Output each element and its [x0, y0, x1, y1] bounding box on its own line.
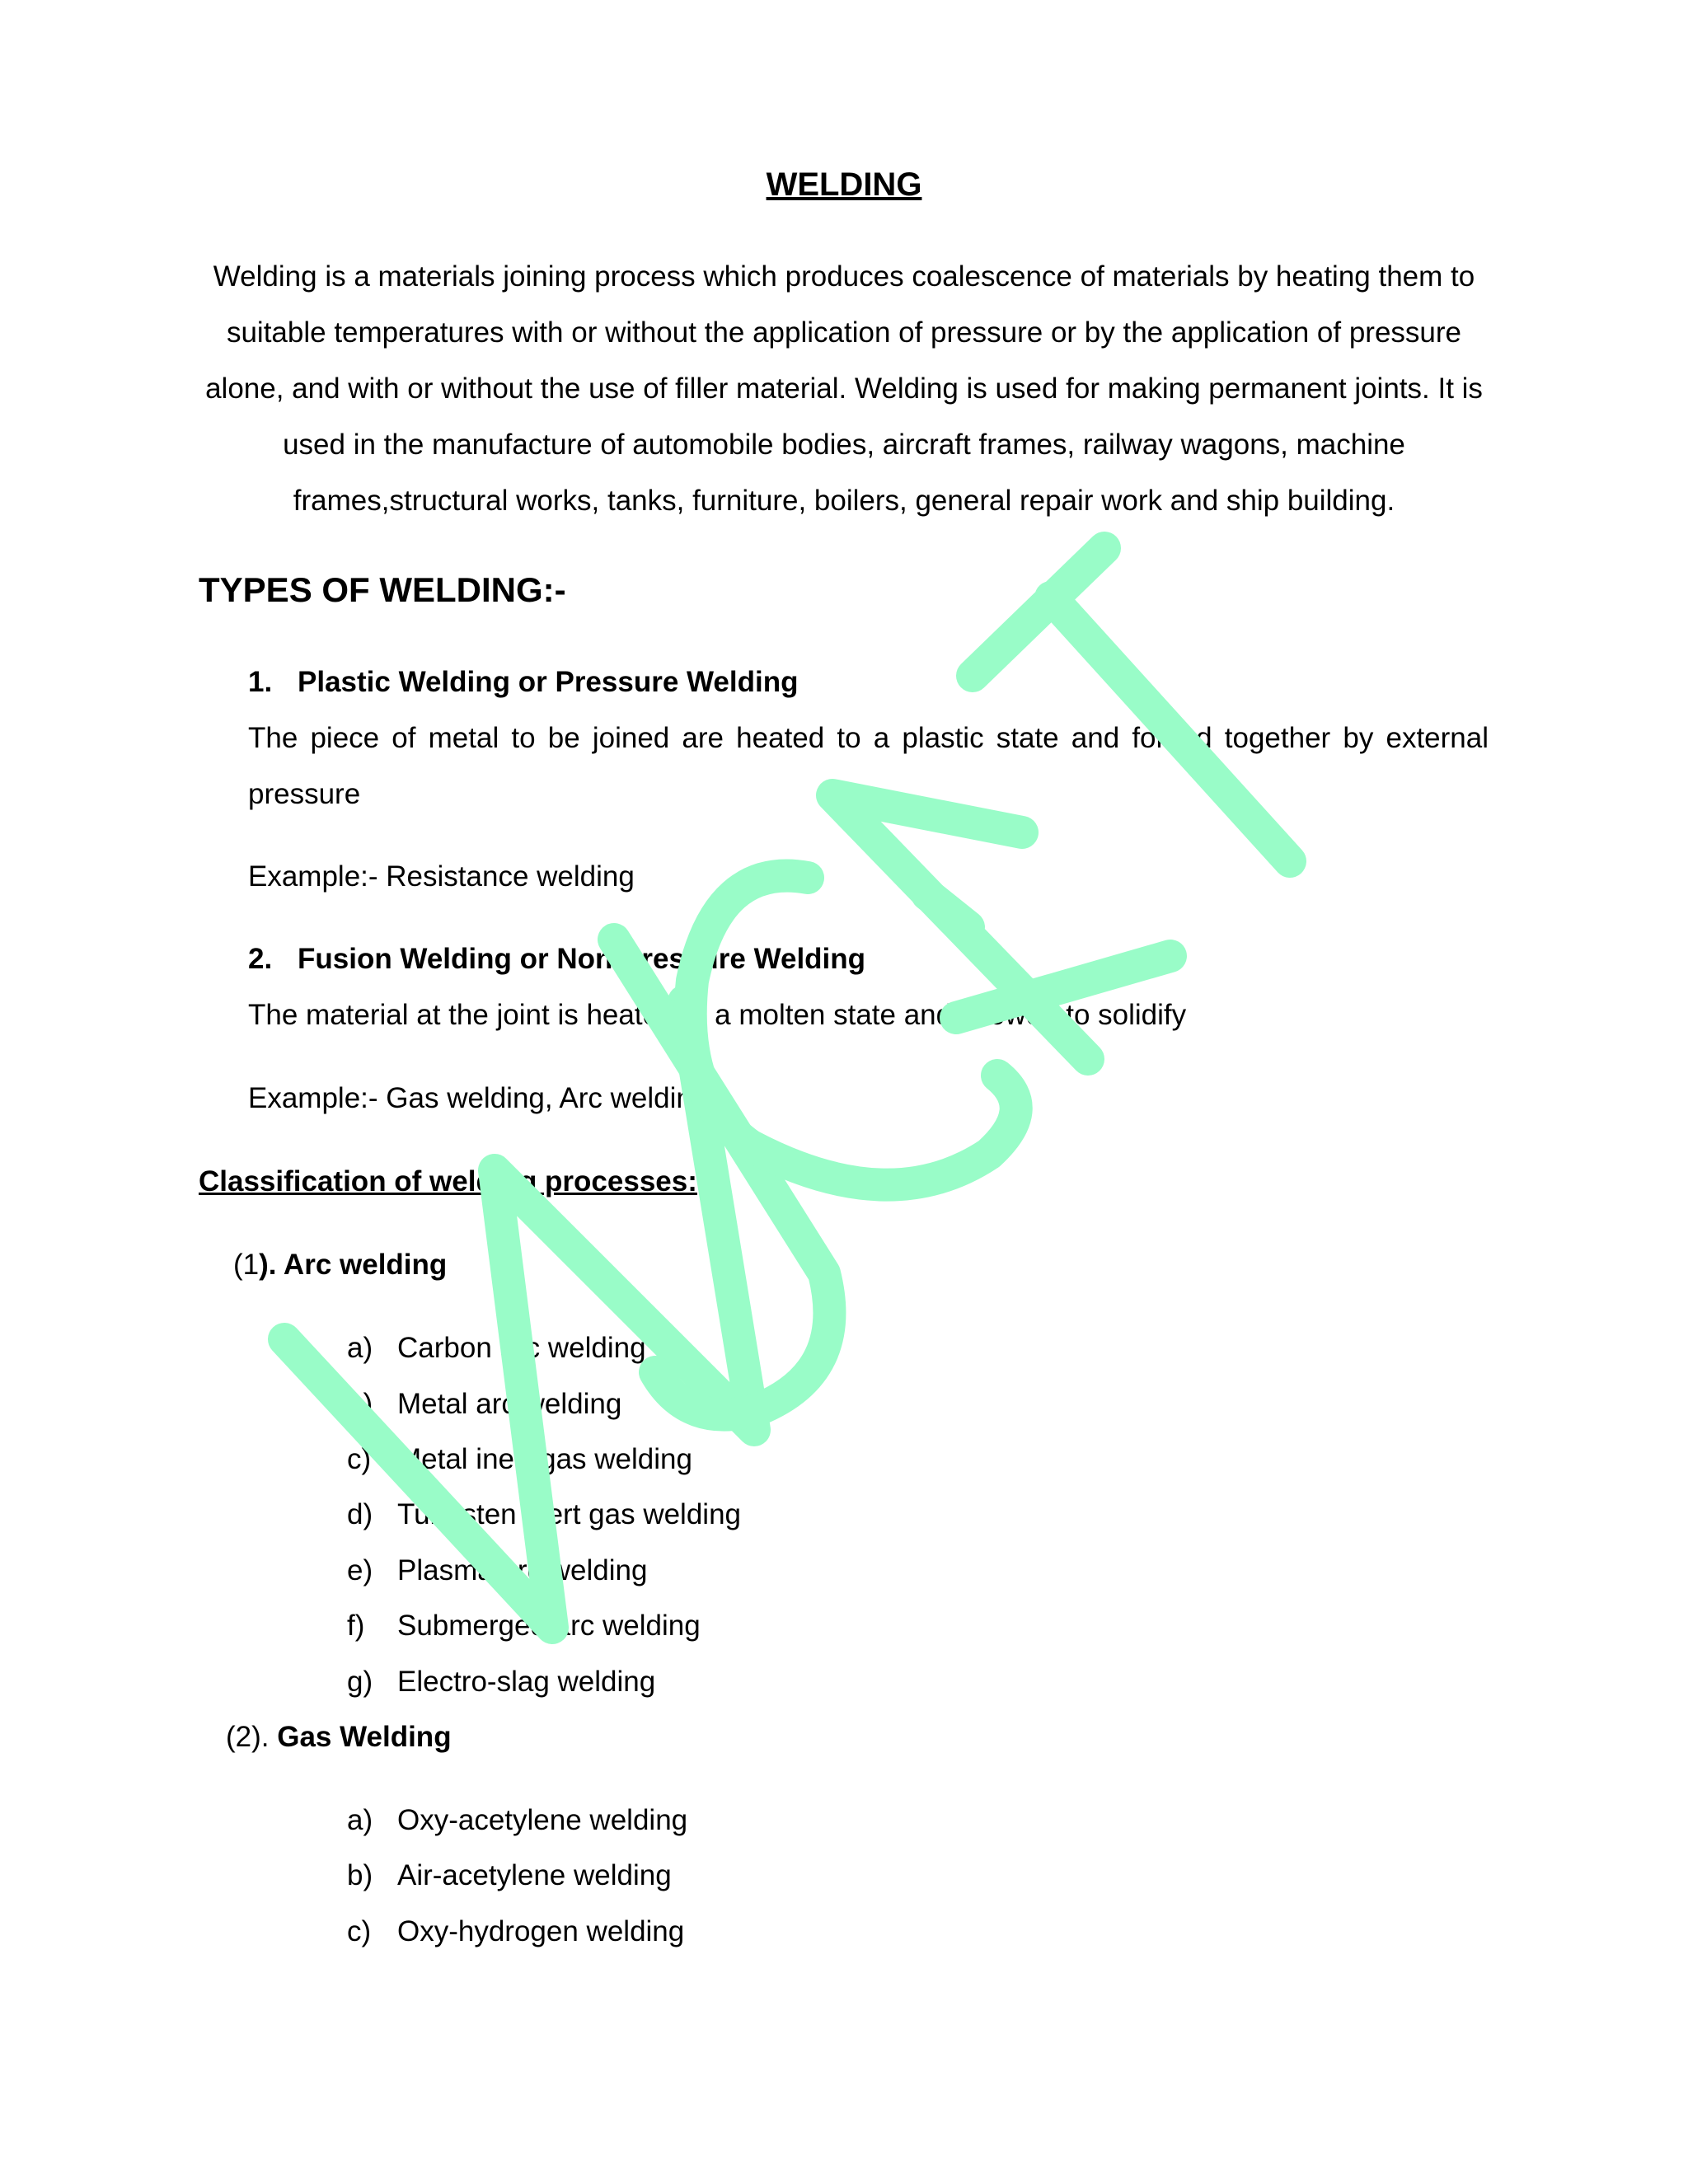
page-title: WELDING [766, 166, 922, 203]
gas-welding-prefix: (2). [226, 1721, 278, 1753]
list-label: b) [347, 1859, 373, 1891]
type1-description: The piece of metal to be joined are heated to a plastic state and forced together by external [248, 722, 1489, 754]
list-item: Tungsten inert gas welding [397, 1498, 742, 1530]
list-label: c) [347, 1443, 372, 1475]
type2-number: 2. [248, 943, 273, 975]
arc-welding-prefix: (1 [233, 1249, 260, 1281]
list-label: c) [347, 1915, 372, 1947]
gas-welding-title: Gas Welding [277, 1721, 452, 1753]
list-label: b) [347, 1388, 373, 1420]
list-item: Plasma arc welding [397, 1554, 648, 1586]
list-item: Oxy-acetylene welding [397, 1804, 688, 1836]
type2-heading: Fusion Welding or Non-Pressure Welding [298, 943, 866, 975]
list-label: a) [347, 1332, 373, 1364]
list-label: e) [347, 1554, 373, 1586]
list-item: Electro-slag welding [397, 1666, 656, 1698]
watermark-letter-t [973, 548, 1290, 861]
type1-heading: Plastic Welding or Pressure Welding [298, 666, 799, 698]
intro-line: Welding is a materials joining process which produces coalescence of materials by heating them to [213, 260, 1475, 293]
list-item: Oxy-hydrogen welding [397, 1915, 685, 1947]
list-item: Metal arc welding [397, 1388, 622, 1420]
list-label: a) [347, 1804, 373, 1836]
intro-line: alone, and with or without the use of filler material. Welding is used for making permanent joints. It is [205, 373, 1483, 405]
arc-welding-heading [233, 1246, 447, 1284]
intro-line: frames,structural works, tanks, furniture, boilers, general repair work and ship building. [293, 485, 1395, 517]
list-label: f) [347, 1610, 365, 1642]
type2-description: The material at the joint is heated to a molten state and allowed to solidify [248, 999, 1187, 1031]
intro-line: used in the manufacture of automobile bodies, aircraft frames, railway wagons, machine [283, 429, 1405, 461]
intro-line: suitable temperatures with or without the application of pressure or by the application of pressure [226, 316, 1462, 349]
type1-number: 1. [248, 666, 273, 698]
list-label: g) [347, 1666, 373, 1698]
list-item: Carbon arc welding [397, 1332, 646, 1364]
list-item: Submerged arc welding [397, 1610, 701, 1642]
gas-welding-heading [226, 1718, 452, 1756]
type1-example: Example:- Resistance welding [248, 860, 635, 893]
arc-welding-title: ). Arc welding [259, 1249, 448, 1281]
type2-example: Example:- Gas welding, Arc welding [248, 1082, 709, 1114]
types-heading: TYPES OF WELDING:- [199, 570, 566, 609]
list-item: Metal inert gas welding [397, 1443, 692, 1475]
type1-description-cont: pressure [248, 778, 361, 810]
classification-heading: Classification of welding processes: [199, 1165, 697, 1197]
list-item: Air-acetylene welding [397, 1859, 672, 1891]
list-label: d) [347, 1498, 373, 1530]
